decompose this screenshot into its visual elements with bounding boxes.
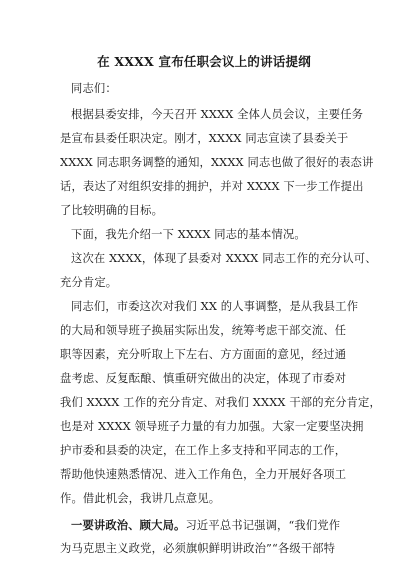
paragraph-line: 是宣布县委任职决定。刚才，XXXX 同志宣读了县委关于 [60, 132, 349, 145]
paragraph-line: 帮助他快速熟悉情况、进入工作角色，全力开展好各项工 [60, 468, 347, 481]
document-title: 在 XXXX 宣布任职会议上的讲话提纲 [97, 54, 311, 69]
paragraph-line: 这次在 XXXX，体现了县委对 XXXX 同志工作的充分认可、 [71, 252, 377, 265]
paragraph-line: 护市委和县委的决定，在工作上多支持和平同志的工作， [60, 444, 347, 457]
paragraph-line: 作。借此机会，我讲几点意见。 [60, 492, 221, 505]
paragraph-line: 也是对 XXXX 领导班子力量的有力加强。大家一定要坚决拥 [60, 420, 364, 433]
paragraph-text: 习近平总书记强调，“我们党作 [185, 519, 341, 532]
paragraph-line: 盘考虑、反复酝酿、慎重研究做出的决定，体现了市委对 [60, 372, 347, 385]
section-heading: 一要讲政治、顾大局。 [71, 518, 186, 532]
paragraph-line: 充分肯定。 [60, 276, 118, 289]
paragraph-line: 的大局和领导班子换届实际出发，统筹考虑干部交流、任 [60, 324, 347, 337]
salutation: 同志们： [71, 82, 117, 95]
paragraph-line: 根据县委安排，今天召开 XXXX 全体人员会议，主要任务 [71, 108, 364, 121]
paragraph-line: 为马克思主义政党，必须旗帜鲜明讲政治”“各级干部特 [60, 542, 336, 555]
paragraph-line: 下面，我先介绍一下 XXXX 同志的基本情况。 [71, 228, 306, 241]
paragraph-line: 职等因素，充分听取上下左右、方方面面的意见，经过通 [60, 348, 347, 361]
paragraph-line: 了比较明确的目标。 [60, 204, 164, 217]
paragraph-line: 话，表达了对组织安排的拥护，并对 XXXX 下一步工作提出 [60, 180, 364, 193]
section-heading-line [71, 518, 340, 533]
paragraph-line: XXXX 同志职务调整的通知，XXXX 同志也做了很好的表态讲 [60, 156, 374, 169]
paragraph-line: 我们 XXXX 工作的充分肯定、对我们 XXXX 干部的充分肯定， [60, 396, 381, 409]
paragraph-line: 同志们，市委这次对我们 XX 的人事调整，是从我县工作 [71, 300, 359, 313]
